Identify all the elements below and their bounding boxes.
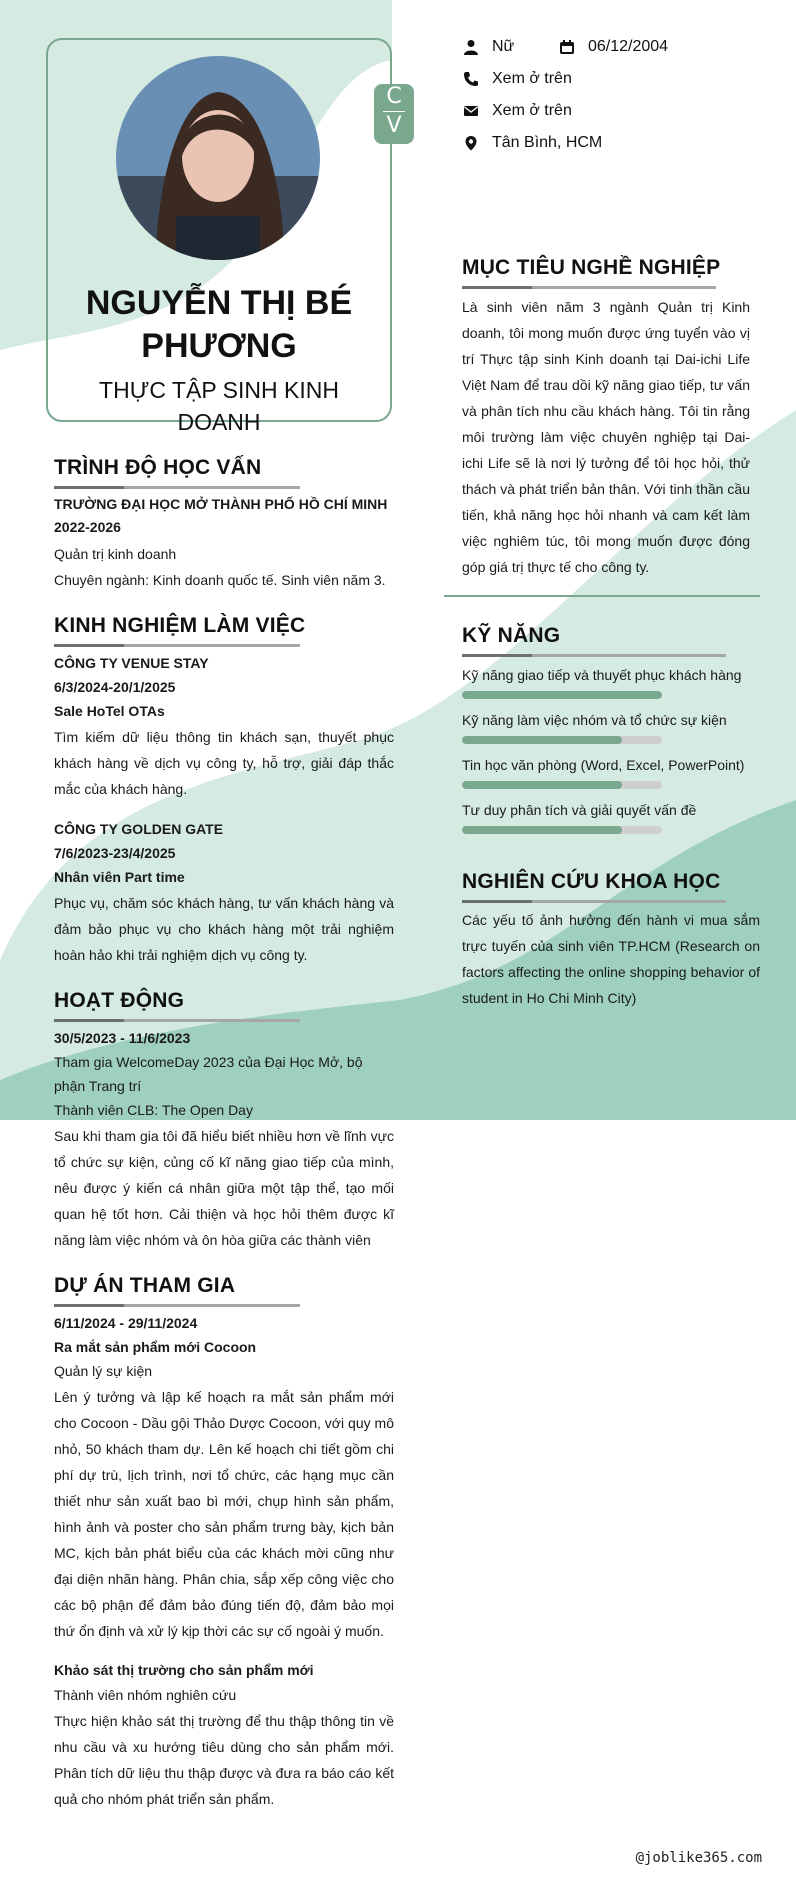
activities-period: 30/5/2023 - 11/6/2023 bbox=[54, 1030, 191, 1046]
experience-heading: KINH NGHIỆM LÀM VIỆC bbox=[54, 614, 306, 637]
project-name: Khảo sát thị trường cho sản phẩm mới bbox=[54, 1662, 314, 1678]
gender-row bbox=[462, 38, 514, 56]
dob-row bbox=[558, 38, 668, 56]
research-heading: NGHIÊN CỨU KHOA HỌC bbox=[462, 870, 721, 893]
skill-label: Tư duy phân tích và giải quyết vấn đề bbox=[462, 802, 697, 818]
cv-badge bbox=[374, 84, 414, 144]
activities-line2: Thành viên CLB: The Open Day bbox=[54, 1102, 253, 1118]
skill-fill bbox=[462, 736, 622, 744]
activities-desc: Sau khi tham gia tôi đã hiểu biết nhiều hơn về lĩnh vực tổ chức sự kiện, củng cố kĩ năng giao tiếp của mình, nêu được ý kiến cá nhân giữa một tập thể, tạo mối quan hệ tốt hơn. Cải thiện và học hỏi thêm được kĩ năng làm việc nhóm và ôn hòa giữa các thành viên bbox=[54, 1128, 394, 1248]
project-name: Ra mắt sản phẩm mới Cocoon bbox=[54, 1339, 257, 1355]
research-text: Các yếu tố ảnh hưởng đến hành vi mua sắm trực tuyến của sinh viên TP.HCM (Research on factors affecting the online shopping behavior of student in Ho Chi Minh City) bbox=[462, 912, 760, 1006]
address-row bbox=[462, 134, 602, 152]
objective-text: Là sinh viên năm 3 ngành Quản trị Kinh doanh, tôi mong muốn được ứng tuyển vào vị trí Thực tập sinh Kinh doanh tại Dai-ichi Life Việt Nam để trau dồi kỹ năng giao tiếp, tư vấn và phân tích nhu cầu khách hàng. Tôi tin rằng môi trường làm việc chuyên nghiệp tại Dai-ichi Life sẽ là nơi lý tưởng để tôi học hỏi, thử thách và phát triển bản thân. Với tinh thần cầu tiến, khả năng học hỏi nhanh và cam kết làm việc nghiêm túc, tôi mong muốn được đóng góp giá trị thực tế cho công ty. bbox=[462, 299, 750, 575]
project-period: 6/11/2024 - 29/11/2024 bbox=[54, 1315, 198, 1331]
objective-heading: MỤC TIÊU NGHỀ NGHIỆP bbox=[462, 256, 721, 279]
project-desc: Thực hiện khảo sát thị trường để thu thập thông tin về nhu cầu và xu hướng tiêu dùng cho sản phẩm mới. Phân tích dữ liệu thu thập được và đưa ra báo cáo kết quả cho nhóm phát triển sản phẩm. bbox=[54, 1713, 394, 1807]
skill-fill bbox=[462, 781, 622, 789]
experience-rule bbox=[54, 644, 300, 647]
gender-value: Nữ bbox=[492, 38, 515, 55]
location-icon bbox=[462, 134, 480, 152]
experience-role: Nhân viên Part time bbox=[54, 869, 185, 885]
education-detail: Chuyên ngành: Kinh doanh quốc tế. Sinh viên năm 3. bbox=[54, 572, 386, 588]
project-desc: Lên ý tưởng và lập kế hoạch ra mắt sản phẩm mới cho Cocoon - Dầu gội Thảo Dược Cocoon, với quy mô nhỏ, 50 khách tham dự. Lên kế hoạch chi tiết gồm chi phí dự trù, lịch trình, nơi tổ chức, các hạng mục cần thiết như sản xuất bao bì mới, chụp hình sản phẩm, hình ảnh và poster cho sản phẩm trưng bày, kịch bản MC, kịch bản phát biểu của các khách mời cũng như đại diện nhãn hàng. Phân chia, sắp xếp công việc cho các bộ phận để đảm bảo đúng tiến độ, đảm bảo mọi thứ ổn định và xử lý kịp thời các sự cố ngoài ý muốn. bbox=[54, 1389, 394, 1639]
calendar-icon bbox=[558, 38, 576, 56]
skill-fill bbox=[462, 691, 662, 699]
address-value: Tân Bình, HCM bbox=[492, 134, 603, 151]
skill-bar bbox=[462, 826, 662, 834]
experience-desc: Tìm kiếm dữ liệu thông tin khách sạn, thuyết phục khách hàng về dịch vụ công ty, hỗ trợ, giải đáp thắc mắc của khách hàng. bbox=[54, 729, 394, 797]
education-major: Quản trị kinh doanh bbox=[54, 546, 177, 562]
activities-line1: Tham gia WelcomeDay 2023 của Đại Học Mở, bộ phận Trang trí bbox=[54, 1054, 363, 1094]
experience-company: CÔNG TY VENUE STAY bbox=[54, 655, 209, 671]
phone-row bbox=[462, 70, 572, 88]
email-row bbox=[462, 102, 572, 120]
skill-fill bbox=[462, 826, 622, 834]
cv-badge-bottom: V bbox=[386, 113, 402, 138]
candidate-title: THỰC TẬP SINH KINH DOANH bbox=[99, 377, 339, 435]
education-years: 2022-2026 bbox=[54, 519, 121, 535]
education-school: TRƯỜNG ĐẠI HỌC MỞ THÀNH PHỐ HỒ CHÍ MINH bbox=[54, 496, 388, 512]
experience-company: CÔNG TY GOLDEN GATE bbox=[54, 821, 224, 837]
skill-bar bbox=[462, 736, 662, 744]
projects-rule bbox=[54, 1304, 300, 1307]
projects-heading: DỰ ÁN THAM GIA bbox=[54, 1274, 236, 1297]
email-value: Xem ở trên bbox=[492, 102, 572, 119]
objective-rule bbox=[462, 286, 716, 289]
education-heading: TRÌNH ĐỘ HỌC VẤN bbox=[54, 456, 262, 479]
experience-period: 7/6/2023-23/4/2025 bbox=[54, 845, 176, 861]
experience-period: 6/3/2024-20/1/2025 bbox=[54, 679, 176, 695]
skill-label: Tin học văn phòng (Word, Excel, PowerPoint) bbox=[462, 757, 745, 773]
watermark: @joblike365.com bbox=[635, 1850, 762, 1866]
activities-heading: HOẠT ĐỘNG bbox=[54, 989, 185, 1012]
cv-badge-top: C bbox=[386, 84, 402, 109]
mail-icon bbox=[462, 102, 480, 120]
experience-desc: Phục vụ, chăm sóc khách hàng, tư vấn khách hàng và đảm bảo phục vụ cho khách hàng một trải nghiệm hoàn hảo khi trải nghiệm dịch vụ công ty. bbox=[54, 895, 394, 963]
avatar bbox=[116, 56, 320, 260]
skill-label: Kỹ năng làm việc nhóm và tổ chức sự kiện bbox=[462, 712, 727, 728]
activities-rule bbox=[54, 1019, 300, 1022]
user-icon bbox=[462, 38, 480, 56]
education-rule bbox=[54, 486, 300, 489]
experience-role: Sale HoTel OTAs bbox=[54, 703, 165, 719]
skills-heading: KỸ NĂNG bbox=[462, 624, 561, 647]
project-role: Thành viên nhóm nghiên cứu bbox=[54, 1687, 237, 1703]
skill-label: Kỹ năng giao tiếp và thuyết phục khách hàng bbox=[462, 667, 742, 683]
dob-value: 06/12/2004 bbox=[588, 38, 669, 55]
skill-bar bbox=[462, 781, 662, 789]
project-role: Quản lý sự kiện bbox=[54, 1363, 153, 1379]
skill-bar bbox=[462, 691, 662, 699]
phone-value: Xem ở trên bbox=[492, 70, 572, 87]
phone-icon bbox=[462, 70, 480, 88]
skills-rule bbox=[462, 654, 726, 657]
research-rule bbox=[462, 900, 726, 903]
candidate-name: NGUYỄN THỊ BÉ PHƯƠNG bbox=[85, 284, 353, 365]
